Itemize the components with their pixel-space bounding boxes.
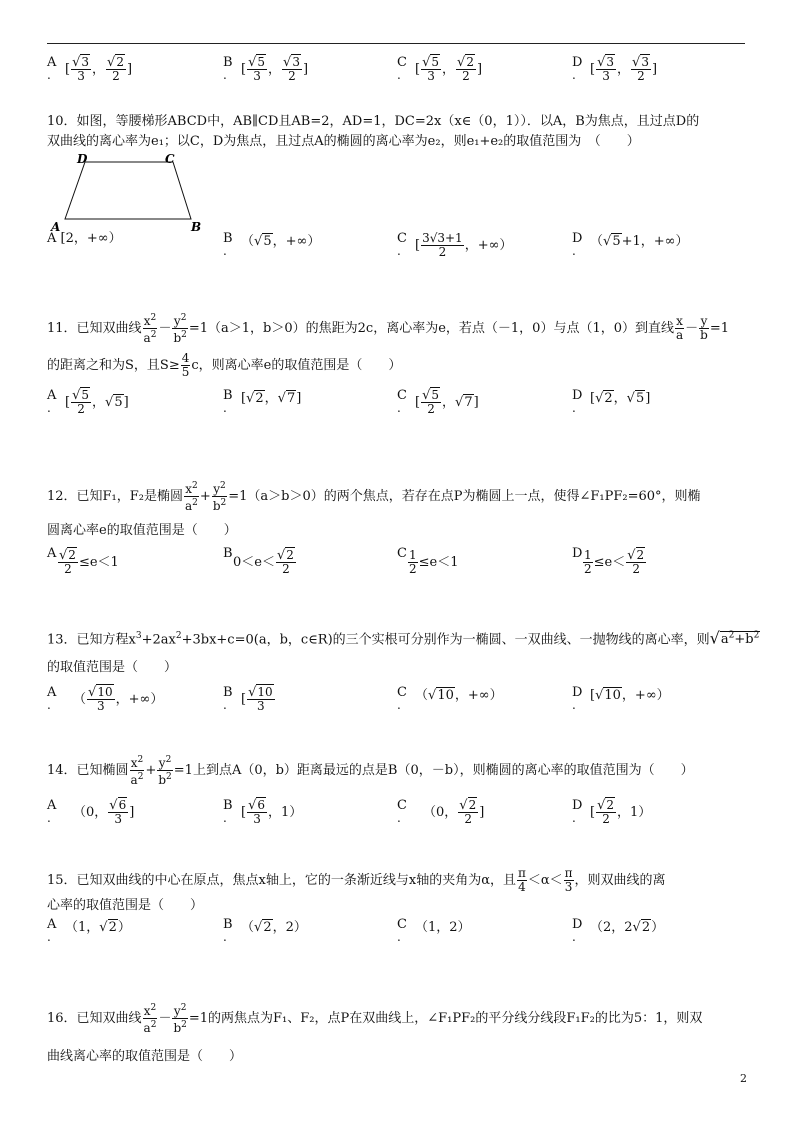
question-16-text-2: 曲线离心率的取值范围是（ ） bbox=[47, 1049, 243, 1064]
option-b[interactable]: B 0＜e＜ $\frac{√2}{2}$ bbox=[223, 546, 294, 576]
option-d[interactable]: D . [ $\frac{√2}{2}$ ，1） bbox=[572, 798, 652, 826]
option-a[interactable]: A . （1，√2） bbox=[47, 917, 131, 944]
question-13-text-2: 的取值范围是（ ） bbox=[47, 660, 178, 676]
question-14-text-1: 14．已知椭圆 $\frac{x^2}{a^2}$ + $\frac{y^2}{b^2}$ =1上到点A（0，b）距离最远的点是B（0，－b），则椭圆的离心率的取值范围为（ ） bbox=[47, 755, 694, 787]
option-b[interactable]: B . [√2，√7] bbox=[223, 388, 302, 415]
question-14 bbox=[47, 754, 747, 833]
question-11-text-1: 11．已知双曲线 $\frac{x^2}{a^2}$ － $\frac{y^2}{b^2}$ =1（a＞1，b＞0）的焦距为2c，离心率为e，若点（－1，0）与点（1，0）到直线 $\frac{x}{a}$ － $\frac{y}{b}$ =1 bbox=[47, 313, 730, 345]
question-10 bbox=[47, 112, 747, 266]
question-9-options bbox=[47, 52, 747, 90]
option-b[interactable]: B . [ $\frac{√5}{3}$ ， $\frac{√3}{2}$ ] bbox=[223, 55, 309, 83]
option-c[interactable]: C . （√10，+∞） bbox=[397, 685, 503, 713]
option-a[interactable]: A . [ $\frac{√5}{2}$ ，√5] bbox=[47, 388, 129, 416]
option-d[interactable]: D . [√2，√5] bbox=[572, 388, 651, 415]
question-12-text-1: 12．已知F₁，F₂是椭圆 $\frac{x^2}{a^2}$ + $\frac{y^2}{b^2}$ =1（a＞b＞0）的两个焦点，若存在点P为椭圆上一点，使得∠F₁PF₂=60°，则椭 bbox=[47, 481, 701, 513]
option-b[interactable]: B . [ $\frac{√6}{3}$ ，1） bbox=[223, 798, 303, 826]
question-11 bbox=[47, 312, 747, 423]
option-c[interactable]: C $\frac{1}{2}$ ≤e＜1 bbox=[397, 546, 459, 576]
question-13-text-1: 13．已知方程$x^3+2ax^2+3bx+c=0(a$，b，c∈R)的三个实根可分别作为一椭圆、一双曲线、一抛物线的离心率，则$√a^2+b^2$ bbox=[47, 628, 760, 648]
option-d[interactable]: D . （2，2√2） bbox=[572, 917, 665, 944]
question-15-text-2: 心率的取值范围是（ ） bbox=[47, 898, 204, 913]
question-15 bbox=[47, 866, 747, 952]
option-d[interactable]: D $\frac{1}{2}$ ≤e＜ $\frac{√2}{2}$ bbox=[572, 546, 645, 576]
label-a: A bbox=[51, 220, 61, 232]
trapezoid-figure bbox=[47, 154, 207, 232]
label-d: D bbox=[77, 154, 88, 166]
label-b: B bbox=[191, 220, 202, 232]
question-11-text-2: 的距离之和为S，且S≥ $\frac{4}{5}$ c，则离心率e的取值范围是（ ） bbox=[47, 351, 402, 379]
option-b[interactable]: B . [ $\frac{√10}{3}$ bbox=[223, 685, 273, 714]
option-a[interactable]: A . （0， $\frac{√6}{3}$ ] bbox=[47, 798, 135, 826]
top-rule bbox=[47, 43, 745, 44]
option-d[interactable]: D . （√5+1，+∞） bbox=[572, 231, 689, 258]
option-c[interactable]: C . （1，2） bbox=[397, 917, 471, 944]
question-12-text-2: 圆离心率e的取值范围是（ ） bbox=[47, 523, 237, 538]
label-c: C bbox=[165, 154, 175, 166]
option-c[interactable]: C . （0， $\frac{√2}{2}$ ] bbox=[397, 798, 485, 826]
question-16-text-1: 16．已知双曲线 $\frac{x^2}{a^2}$ － $\frac{y^2}{b^2}$ =1的两焦点为F₁、F₂，点P在双曲线上，∠F₁PF₂的平分线分线段F₁F₂的比为5：1，则双 bbox=[47, 1003, 703, 1035]
option-a[interactable]: A . [ $\frac{√3}{3}$ ， $\frac{√2}{2}$ ] bbox=[47, 55, 133, 83]
question-12 bbox=[47, 480, 747, 581]
option-b[interactable]: B . （√5，+∞） bbox=[223, 231, 321, 258]
question-15-text-1: 15．已知双曲线的中心在原点，焦点x轴上，它的一条渐近线与x轴的夹角为α，且 $\frac{\pi}{4}$ ＜α＜ $\frac{\pi}{3}$ ，则双曲线的离 bbox=[47, 866, 666, 894]
option-b[interactable]: B . （√2，2） bbox=[223, 917, 307, 944]
question-10-text-1: 10．如图，等腰梯形ABCD中，AB∥CD且AB=2，AD=1，DC=2x（x∈（0，1））．以A，B为焦点，且过点D的 bbox=[47, 114, 700, 129]
question-13 bbox=[47, 622, 760, 720]
question-10-text-2: 双曲线的离心率为e₁；以C，D为焦点，且过点A的椭圆的离心率为e₂，则e₁+e₂的取值范围为 （ ） bbox=[47, 134, 640, 149]
option-a[interactable]: A [2，+∞） bbox=[47, 231, 122, 246]
option-c[interactable]: C . [ $\frac{√5}{3}$ ， $\frac{√2}{2}$ ] bbox=[397, 55, 483, 83]
option-a[interactable]: A $\frac{√2}{2}$ ≤e＜1 bbox=[47, 546, 119, 576]
option-d[interactable]: D . [√10，+∞） bbox=[572, 685, 670, 713]
question-16 bbox=[47, 1002, 747, 1067]
option-c[interactable]: C . [ $\frac{3√3+1}{2}$ ，+∞） bbox=[397, 231, 513, 259]
page-number: 2 bbox=[740, 1072, 747, 1085]
option-d[interactable]: D . [ $\frac{√3}{3}$ ， $\frac{√3}{2}$ ] bbox=[572, 55, 658, 83]
option-c[interactable]: C . [ $\frac{√5}{2}$ ，√7] bbox=[397, 388, 479, 416]
option-a[interactable]: A . （ $\frac{√10}{3}$ ，+∞） bbox=[47, 685, 164, 714]
